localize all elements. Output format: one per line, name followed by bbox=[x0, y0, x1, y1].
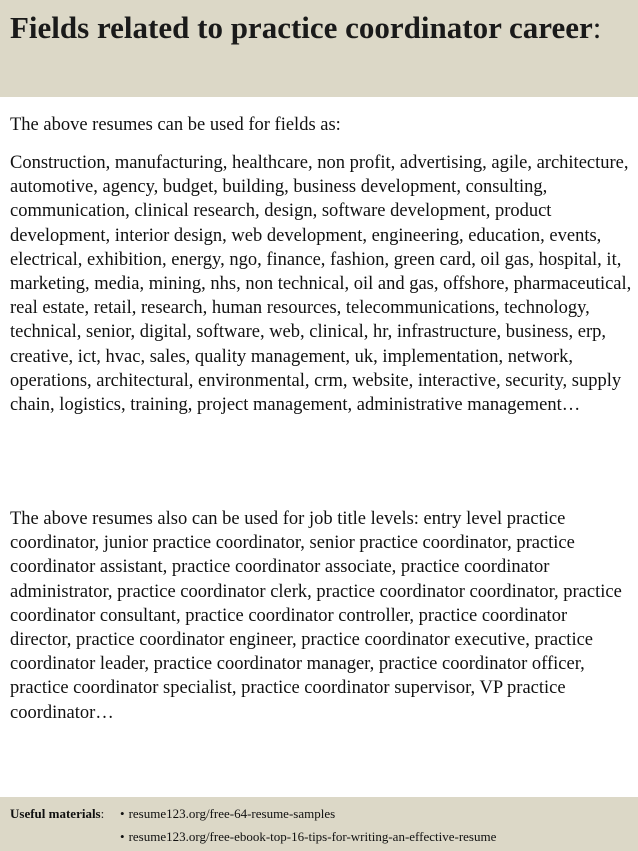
useful-materials-label bbox=[10, 806, 104, 822]
title-banner bbox=[0, 0, 638, 97]
title-colon: : bbox=[592, 10, 602, 45]
footer-link-text[interactable]: resume123.org/free-64-resume-samples bbox=[128, 806, 336, 821]
footer-link-ebook-tips[interactable] bbox=[120, 829, 496, 845]
fields-intro-text: The above resumes can be used for fields as: bbox=[10, 115, 341, 135]
useful-materials-label-text: Useful materials bbox=[10, 806, 101, 821]
useful-materials-label-colon: : bbox=[100, 806, 105, 821]
footer-link-text[interactable]: resume123.org/free-ebook-top-16-tips-for-writing-an-effective-resume bbox=[128, 829, 497, 844]
footer-link-resume-samples[interactable] bbox=[120, 806, 335, 822]
fields-list-paragraph: Construction, manufacturing, healthcare, non profit, advertising, agile, architecture, automotive, agency, budget, building, business development, consulting, communication, clinical research, design, software development, product development, interior design, web development, engineering, education, events, electrical, exhibition, energy, ngo, finance, fashion, green card, oil gas, hospital, it, marketing, media, mining, nhs, non technical, oil and gas, offshore, pharmaceutical, real estate, retail, research, human resources, telecommunications, technology, technical, senior, digital, software, web, clinical, hr, infrastructure, business, erp, creative, ict, hvac, sales, quality management, uk, implementation, network, operations, architectural, environmental, crm, website, interactive, security, supply chain, logistics, training, project management, administrative management… bbox=[10, 153, 632, 416]
page-title bbox=[10, 8, 630, 48]
bullet-icon: • bbox=[120, 829, 125, 844]
useful-materials-footer bbox=[0, 797, 638, 851]
title-text: Fields related to practice coordinator career bbox=[10, 10, 593, 45]
bullet-icon: • bbox=[120, 806, 125, 821]
job-levels-paragraph: The above resumes also can be used for job title levels: entry level practice coordinator, junior practice coordinator, senior practice coordinator, practice coordinator assistant, practice coordinator associate, practice coordinator administrator, practice coordinator clerk, practice coordinator coordinator, practice coordinator consultant, practice coordinator controller, practice coordinator director, practice coordinator engineer, practice coordinator executive, practice coordinator leader, practice coordinator manager, practice coordinator officer, practice coordinator specialist, practice coordinator supervisor, VP practice coordinator… bbox=[10, 509, 622, 723]
